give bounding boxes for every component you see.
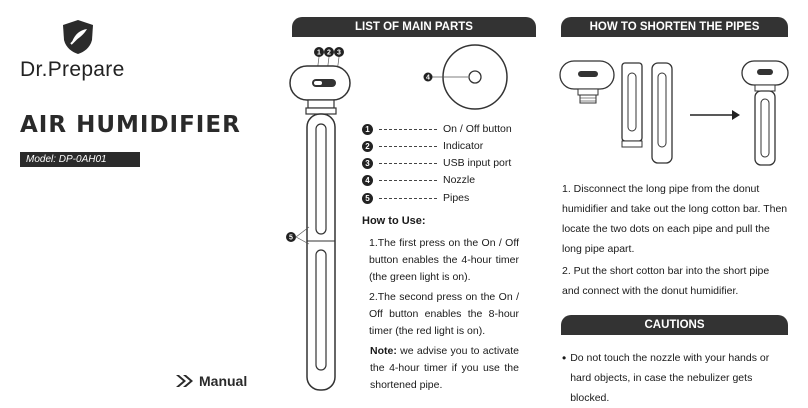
parts-list-item — [362, 192, 469, 204]
callout-5: 5 — [289, 234, 293, 242]
part-number: 3 — [362, 158, 373, 169]
note-text: we advise you to activate the 4-hour timer if you use the shortened pipe. — [370, 345, 519, 391]
parts-header: LIST OF MAIN PARTS — [292, 17, 536, 37]
model-badge: Model: DP-0AH01 — [20, 152, 140, 167]
callout-2: 2 — [327, 49, 331, 57]
part-label: Pipes — [443, 192, 470, 204]
manual-label: Manual — [199, 373, 248, 389]
part-label: USB input port — [443, 157, 512, 169]
part-number: 1 — [362, 124, 373, 135]
part-number: 4 — [362, 175, 373, 186]
note-label: Note: — [370, 345, 397, 357]
brand-logo-icon — [60, 18, 96, 56]
bullet-icon: • — [562, 351, 567, 365]
parts-list-item — [362, 123, 512, 135]
part-label: Indicator — [443, 140, 484, 152]
nozzle-top-view-illustration — [420, 42, 510, 112]
parts-list-item — [362, 140, 483, 152]
caution-text: Do not touch the nozzle with your hands or hard objects, in case the nebulizer gets blocked. — [570, 352, 770, 404]
part-number: 2 — [362, 141, 373, 152]
parts-list-item — [362, 157, 511, 169]
shorten-step-2: 2. Put the short cotton bar into the short pipe and connect with the donut humidifier. — [562, 265, 770, 297]
how-to-use-step-2: 2.The second press on the On / Off button enables the 8-hour timer (the red light is on). — [369, 291, 519, 337]
part-label: Nozzle — [443, 174, 476, 186]
double-chevron-right-icon — [175, 374, 195, 388]
shorten-step-1: 1. Disconnect the long pipe from the donut humidifier and take out the long cotton bar. Then locate the two dots on each pipe and pull the long pipe apart. — [562, 183, 788, 255]
how-to-use-title: How to Use: — [362, 215, 426, 227]
caution-item — [562, 348, 788, 408]
part-label: On / Off button — [443, 123, 512, 135]
parts-list-item — [362, 174, 475, 186]
shorten-pipes-illustration — [556, 55, 792, 170]
part-number: 5 — [362, 193, 373, 204]
how-to-use-note — [370, 343, 519, 394]
product-title: AIR HUMIDIFIER — [20, 112, 241, 138]
how-to-use-step-1: 1.The first press on the On / Off button enables the 4-hour timer (the green light is on). — [369, 237, 519, 283]
humidifier-illustration — [282, 44, 362, 394]
callout-1: 1 — [317, 49, 321, 57]
cautions-header: CAUTIONS — [561, 315, 788, 335]
manual-link[interactable] — [175, 373, 247, 389]
callout-4: 4 — [426, 74, 430, 82]
shorten-header: HOW TO SHORTEN THE PIPES — [561, 17, 788, 37]
brand-name: Dr.Prepare — [20, 58, 125, 81]
callout-3: 3 — [337, 49, 341, 57]
